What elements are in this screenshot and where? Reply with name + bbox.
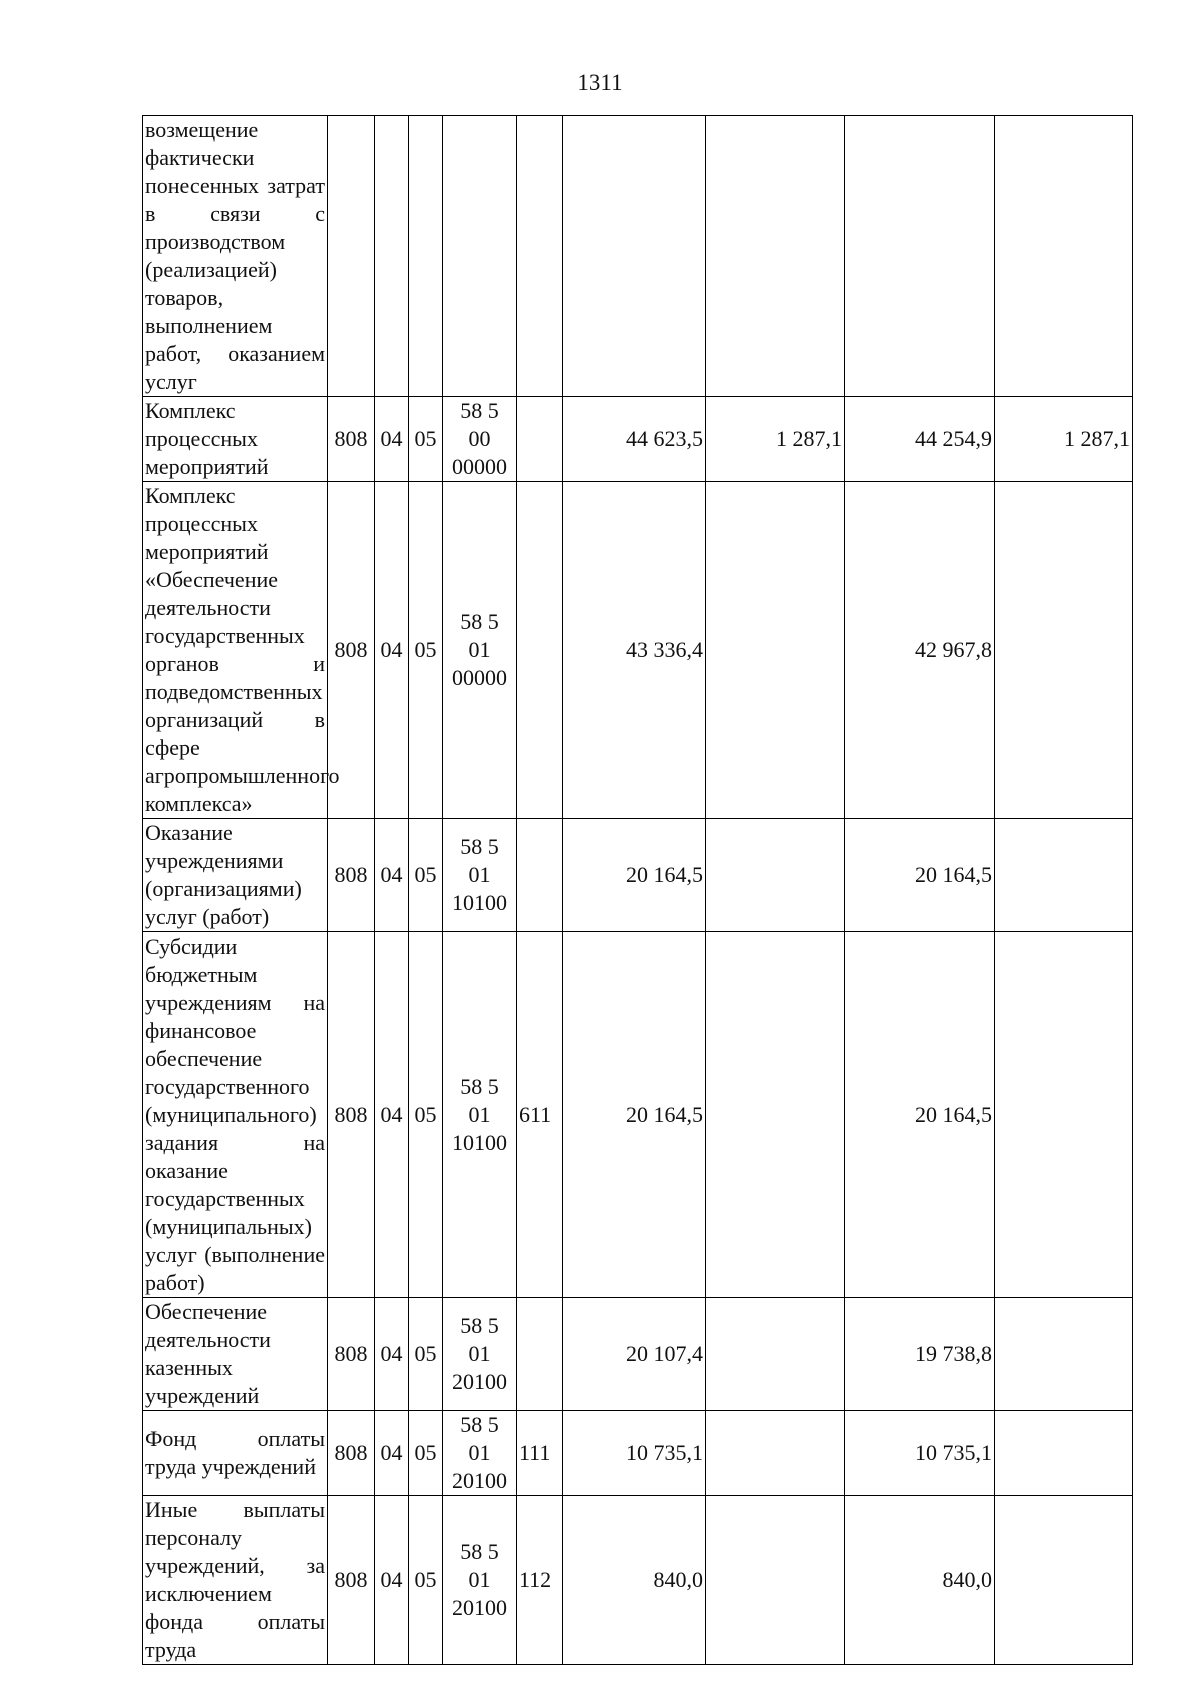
expense-type-code <box>517 397 563 482</box>
amount-1: 20 164,5 <box>563 932 706 1298</box>
expense-type-code <box>517 1298 563 1411</box>
amount-4 <box>995 1411 1133 1496</box>
csr-part: 20100 <box>452 1369 507 1394</box>
subsection-code: 05 <box>409 1496 443 1665</box>
csr-part: 20100 <box>452 1595 507 1620</box>
amount-3: 20 164,5 <box>845 819 995 932</box>
target-article-code <box>443 397 517 482</box>
amount-4 <box>995 932 1133 1298</box>
table-row <box>143 482 1133 819</box>
target-article-code <box>443 819 517 932</box>
table-row <box>143 1496 1133 1665</box>
amount-2 <box>706 116 845 397</box>
csr-part: 01 <box>468 862 491 887</box>
row-name: Фонд оплаты труда учреждений <box>143 1411 328 1496</box>
amount-4 <box>995 819 1133 932</box>
csr-part: 58 5 <box>460 398 499 423</box>
expense-type-code <box>517 482 563 819</box>
row-name: Комплекс процессных мероприятий <box>143 397 328 482</box>
grbs-code: 808 <box>328 932 375 1298</box>
amount-3: 840,0 <box>845 1496 995 1665</box>
amount-4 <box>995 1496 1133 1665</box>
grbs-code: 808 <box>328 1298 375 1411</box>
grbs-code: 808 <box>328 397 375 482</box>
expense-type-code <box>517 819 563 932</box>
table-row <box>143 1411 1133 1496</box>
csr-part: 20100 <box>452 1468 507 1493</box>
target-article-code <box>443 1298 517 1411</box>
budget-table <box>142 115 1133 1665</box>
amount-2 <box>706 482 845 819</box>
csr-part: 00000 <box>452 454 507 479</box>
row-name: Комплекс процессных мероприятий «Обеспечение деятельности государственных органов и подведомственных организаций в сфере агропромышленного комплекса» <box>143 482 328 819</box>
csr-part: 01 <box>468 637 491 662</box>
amount-3: 44 254,9 <box>845 397 995 482</box>
amount-1: 20 164,5 <box>563 819 706 932</box>
amount-1: 10 735,1 <box>563 1411 706 1496</box>
amount-1: 44 623,5 <box>563 397 706 482</box>
csr-part: 58 5 <box>460 1313 499 1338</box>
table-row <box>143 116 1133 397</box>
amount-3: 20 164,5 <box>845 932 995 1298</box>
amount-1: 840,0 <box>563 1496 706 1665</box>
csr-part: 01 <box>468 1567 491 1592</box>
amount-3 <box>845 116 995 397</box>
row-name: Иные выплаты персоналу учреждений, за исключением фонда оплаты труда <box>143 1496 328 1665</box>
amount-3: 42 967,8 <box>845 482 995 819</box>
amount-2 <box>706 1496 845 1665</box>
section-code: 04 <box>375 397 409 482</box>
csr-part: 58 5 <box>460 609 499 634</box>
expense-type-code: 112 <box>517 1496 563 1665</box>
amount-1 <box>563 116 706 397</box>
subsection-code: 05 <box>409 819 443 932</box>
grbs-code <box>328 116 375 397</box>
section-code: 04 <box>375 482 409 819</box>
amount-3: 19 738,8 <box>845 1298 995 1411</box>
target-article-code <box>443 116 517 397</box>
section-code <box>375 116 409 397</box>
csr-part: 58 5 <box>460 1412 499 1437</box>
grbs-code: 808 <box>328 819 375 932</box>
section-code: 04 <box>375 1411 409 1496</box>
expense-type-code: 111 <box>517 1411 563 1496</box>
csr-part: 01 <box>468 1101 491 1127</box>
table-row <box>143 932 1133 1298</box>
subsection-code: 05 <box>409 932 443 1298</box>
csr-part: 01 <box>468 1341 491 1366</box>
amount-2 <box>706 1411 845 1496</box>
section-code: 04 <box>375 1496 409 1665</box>
page-number: 1311 <box>577 70 623 95</box>
target-article-code <box>443 1496 517 1665</box>
amount-4 <box>995 1298 1133 1411</box>
csr-part: 10100 <box>452 1129 507 1155</box>
amount-1: 43 336,4 <box>563 482 706 819</box>
amount-1: 20 107,4 <box>563 1298 706 1411</box>
amount-4: 1 287,1 <box>995 397 1133 482</box>
row-name: Обеспечение деятельности казенных учреждений <box>143 1298 328 1411</box>
csr-part: 00 <box>468 426 491 451</box>
expense-type-code <box>517 116 563 397</box>
subsection-code <box>409 116 443 397</box>
grbs-code: 808 <box>328 1496 375 1665</box>
table-row <box>143 1298 1133 1411</box>
expense-type-code: 611 <box>517 932 563 1298</box>
amount-2 <box>706 932 845 1298</box>
amount-3: 10 735,1 <box>845 1411 995 1496</box>
subsection-code: 05 <box>409 397 443 482</box>
subsection-code: 05 <box>409 482 443 819</box>
grbs-code: 808 <box>328 482 375 819</box>
section-code: 04 <box>375 932 409 1298</box>
subsection-code: 05 <box>409 1411 443 1496</box>
amount-4 <box>995 116 1133 397</box>
row-name: Субсидии бюджетным учреждениям на финансовое обеспечение государственного (муниципального) задания на оказание государственных (муниципальных) услуг (выполнение работ) <box>143 932 328 1298</box>
csr-part: 58 5 <box>460 1539 499 1564</box>
table-row <box>143 397 1133 482</box>
csr-part: 10100 <box>452 890 507 915</box>
csr-part: 58 5 <box>460 1073 499 1099</box>
amount-2 <box>706 1298 845 1411</box>
row-name: Оказание учреждениями (организациями) услуг (работ) <box>143 819 328 932</box>
target-article-code <box>443 932 517 1298</box>
amount-2: 1 287,1 <box>706 397 845 482</box>
csr-part: 58 5 <box>460 834 499 859</box>
section-code: 04 <box>375 1298 409 1411</box>
row-name: возмещение фактически понесенных затрат в связи с производством (реализацией) товаров, выполнением работ, оказанием услуг <box>143 116 328 397</box>
amount-4 <box>995 482 1133 819</box>
table-row <box>143 819 1133 932</box>
amount-2 <box>706 819 845 932</box>
target-article-code <box>443 482 517 819</box>
grbs-code: 808 <box>328 1411 375 1496</box>
section-code: 04 <box>375 819 409 932</box>
csr-part: 01 <box>468 1440 491 1465</box>
subsection-code: 05 <box>409 1298 443 1411</box>
csr-part: 00000 <box>452 665 507 690</box>
target-article-code <box>443 1411 517 1496</box>
